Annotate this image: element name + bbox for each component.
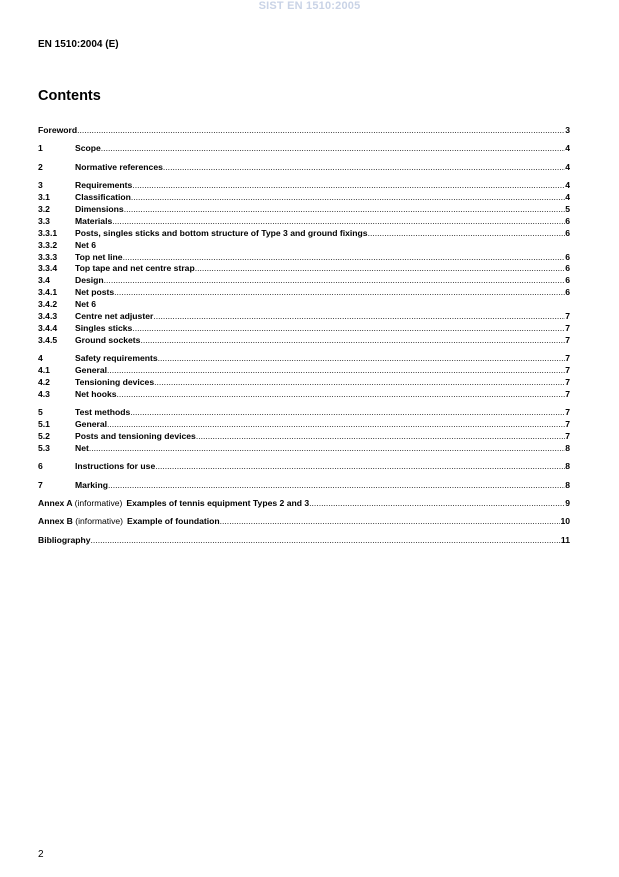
- toc-entry[interactable]: [38, 299, 570, 311]
- leader-dots: [123, 252, 566, 264]
- toc-entry-text: Net 6: [75, 299, 97, 310]
- toc-entry-number: 3.4.1: [38, 287, 58, 298]
- toc-entry-number: 5.2: [38, 430, 50, 441]
- toc-entry-page: 6: [565, 263, 570, 274]
- toc-entry-annex[interactable]: [38, 516, 570, 528]
- leader-dots: [196, 431, 565, 443]
- toc-entry-number: 3.3.1: [38, 227, 58, 238]
- toc-entry-page: 7: [565, 310, 570, 321]
- leader-dots: [130, 407, 565, 419]
- annex-kind: (informative): [74, 498, 123, 509]
- toc-entry[interactable]: [38, 480, 570, 492]
- toc-entry-page: 3: [565, 125, 570, 135]
- leader-dots: [220, 516, 561, 528]
- toc-entry-page: 8: [565, 479, 570, 490]
- toc-entry[interactable]: [38, 353, 570, 365]
- toc-entry-page: 10: [560, 516, 570, 527]
- page-title: Contents: [38, 88, 101, 104]
- toc-entry[interactable]: [38, 216, 570, 228]
- toc-entry-text: Net 6: [75, 239, 97, 250]
- toc-entry-number: 3.4: [38, 275, 50, 286]
- toc-entry-page: 6: [565, 287, 570, 298]
- toc-entry-page: 4: [565, 161, 570, 172]
- toc-entry-text: Net hooks: [75, 388, 117, 399]
- toc-entry-page: 5: [565, 203, 570, 214]
- leader-dots: [131, 192, 565, 204]
- toc-entry-number: 4.2: [38, 376, 50, 387]
- toc-entry-page: 6: [565, 251, 570, 262]
- toc-entry-page: 7: [565, 376, 570, 387]
- toc-entry-page: 6: [565, 227, 570, 238]
- toc-entry-number: 5.3: [38, 442, 50, 453]
- toc-entry-number: 3.1: [38, 192, 50, 203]
- toc-entry-annex[interactable]: [38, 498, 570, 510]
- leader-dots: [158, 353, 566, 365]
- leader-dots: [153, 311, 565, 323]
- toc-entry-page: 8: [565, 442, 570, 453]
- toc-entry-page: 8: [565, 461, 570, 472]
- toc-entry-page: 6: [565, 275, 570, 286]
- toc-entry-page: 6: [565, 215, 570, 226]
- toc-entry-page: 7: [565, 322, 570, 333]
- leader-dots: [91, 535, 561, 547]
- toc-entry[interactable]: [38, 323, 570, 335]
- toc-entry[interactable]: [38, 192, 570, 204]
- toc-entry[interactable]: [38, 180, 570, 192]
- annex-label: Annex A: [38, 498, 73, 509]
- toc-entry[interactable]: [38, 335, 570, 347]
- toc-entry[interactable]: [38, 162, 570, 174]
- leader-dots: [368, 228, 566, 240]
- toc-entry-page: 7: [565, 365, 570, 376]
- toc-entry-text: General: [75, 419, 108, 430]
- annex-title: Example of foundation: [127, 516, 220, 527]
- toc-entry[interactable]: [38, 419, 570, 431]
- leader-dots: [124, 204, 566, 216]
- leader-dots: [155, 461, 565, 473]
- leader-dots: [107, 419, 565, 431]
- toc-entry-page: 4: [565, 192, 570, 203]
- toc-entry[interactable]: [38, 311, 570, 323]
- toc-entry[interactable]: [38, 431, 570, 443]
- toc-entry-text: Posts, singles sticks and bottom structure of Type 3 and ground fixings: [75, 227, 368, 238]
- toc-entry-page: 11: [560, 534, 570, 545]
- leader-dots: [132, 323, 565, 335]
- toc-entry-number: 3.3.3: [38, 251, 58, 262]
- toc-entry[interactable]: [38, 461, 570, 473]
- toc-entry[interactable]: [38, 252, 570, 264]
- toc-entry-number: 3: [38, 180, 43, 191]
- table-of-contents: [38, 125, 570, 547]
- toc-entry-number: 3.2: [38, 203, 50, 214]
- leader-dots: [108, 480, 565, 492]
- toc-entry-number: 2: [38, 161, 43, 172]
- toc-entry[interactable]: [38, 377, 570, 389]
- toc-entry-page: 9: [565, 498, 570, 509]
- toc-entry-number: 6: [38, 461, 43, 472]
- toc-entry-text: Design: [75, 275, 104, 286]
- leader-dots: [77, 125, 565, 137]
- toc-entry[interactable]: [38, 275, 570, 287]
- toc-entry-page: 7: [565, 388, 570, 399]
- toc-entry-text: Top tape and net centre strap: [75, 263, 195, 274]
- leader-dots: [195, 263, 566, 275]
- toc-entry-text: Dimensions: [75, 203, 124, 214]
- toc-entry-number: 3.3.4: [38, 263, 58, 274]
- toc-entry-number: 1: [38, 143, 43, 154]
- toc-entry-text: Ground sockets: [75, 334, 141, 345]
- toc-entry[interactable]: [38, 228, 570, 240]
- toc-entry-number: 4: [38, 353, 43, 364]
- toc-entry-bibliography[interactable]: [38, 535, 570, 547]
- toc-entry-page: 7: [565, 430, 570, 441]
- toc-entry-number: 3.4.4: [38, 322, 58, 333]
- leader-dots: [140, 335, 565, 347]
- toc-entry-number: 3.4.3: [38, 310, 58, 321]
- leader-dots: [117, 389, 566, 401]
- toc-entry-text: Top net line: [75, 251, 123, 262]
- toc-entry-text: Centre net adjuster: [75, 310, 154, 321]
- leader-dots: [112, 216, 565, 228]
- toc-entry-number: 5.1: [38, 419, 50, 430]
- toc-entry-text: Bibliography: [38, 534, 91, 545]
- toc-entry-number: 5: [38, 407, 43, 418]
- toc-entry-text: Instructions for use: [75, 461, 156, 472]
- toc-entry-number: 4.1: [38, 365, 50, 376]
- toc-entry-number: 3.3.2: [38, 239, 58, 250]
- toc-entry[interactable]: [38, 240, 570, 252]
- leader-dots: [89, 443, 565, 455]
- leader-dots: [309, 498, 565, 510]
- toc-entry-text: Net posts: [75, 287, 115, 298]
- toc-entry-text: Marking: [75, 479, 108, 490]
- toc-entry-text: Materials: [75, 215, 113, 226]
- leader-dots: [104, 275, 566, 287]
- toc-entry-number: 3.4.2: [38, 299, 58, 310]
- toc-entry-text: Normative references: [75, 161, 163, 172]
- toc-entry[interactable]: [38, 125, 570, 137]
- toc-entry-text: General: [75, 365, 108, 376]
- toc-entry[interactable]: [38, 407, 570, 419]
- toc-entry[interactable]: [38, 204, 570, 216]
- toc-entry-text: Safety requirements: [75, 353, 158, 364]
- page-number: 2: [38, 849, 44, 860]
- annex-title: Examples of tennis equipment Types 2 and 3: [126, 498, 310, 509]
- leader-dots: [101, 143, 565, 155]
- toc-entry-number: 4.3: [38, 388, 50, 399]
- toc-entry-text: Posts and tensioning devices: [75, 430, 196, 441]
- leader-dots: [154, 377, 565, 389]
- toc-entry[interactable]: [38, 389, 570, 401]
- toc-entry-text: Scope: [75, 143, 101, 154]
- toc-entry-page: 7: [565, 419, 570, 430]
- annex-label: Annex B: [38, 516, 73, 527]
- toc-entry-page: 7: [565, 334, 570, 345]
- watermark: SIST EN 1510:2005: [258, 0, 361, 12]
- toc-entry-page: 4: [565, 180, 570, 191]
- annex-kind: (informative): [75, 516, 124, 527]
- toc-entry-number: 7: [38, 479, 43, 490]
- toc-entry-text: Singles sticks: [75, 322, 133, 333]
- leader-dots: [107, 365, 565, 377]
- toc-entry[interactable]: [38, 365, 570, 377]
- toc-entry-text: Foreword: [38, 125, 78, 135]
- toc-entry-page: 7: [565, 353, 570, 364]
- toc-entry-number: 3.4.5: [38, 334, 58, 345]
- toc-entry-text: Test methods: [75, 407, 131, 418]
- toc-entry[interactable]: [38, 143, 570, 155]
- toc-entry-page: 4: [565, 143, 570, 154]
- toc-entry-text: Classification: [75, 192, 131, 203]
- toc-entry-text: Net: [75, 442, 89, 453]
- toc-entry-page: 7: [565, 407, 570, 418]
- toc-entry[interactable]: [38, 263, 570, 275]
- toc-entry[interactable]: [38, 287, 570, 299]
- leader-dots: [114, 287, 565, 299]
- leader-dots: [163, 162, 565, 174]
- toc-entry-text: Requirements: [75, 180, 133, 191]
- toc-entry[interactable]: [38, 443, 570, 455]
- leader-dots: [132, 180, 565, 192]
- toc-entry-number: 3.3: [38, 215, 50, 226]
- toc-entry-text: Tensioning devices: [75, 376, 155, 387]
- document-id: EN 1510:2004 (E): [38, 39, 119, 50]
